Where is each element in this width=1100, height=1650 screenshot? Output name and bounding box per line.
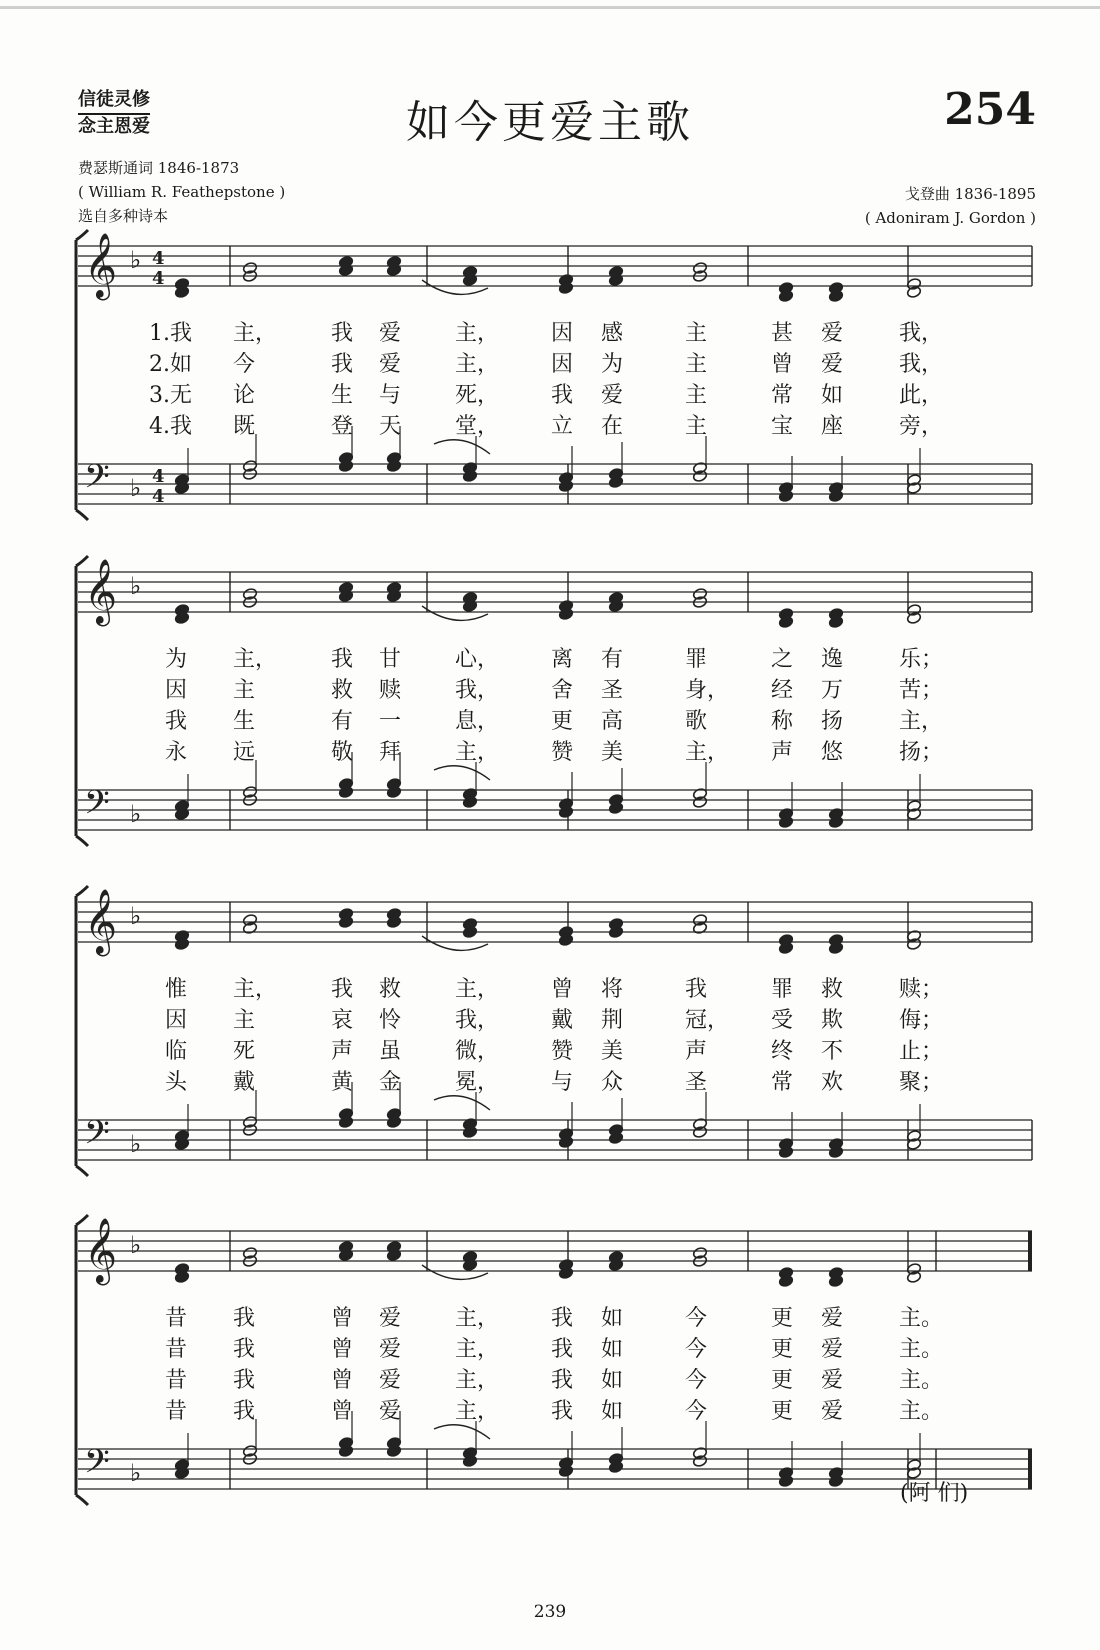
flat-key-signature-icon: ♭ [130, 1130, 142, 1158]
lyric-syllable: 赎； [899, 977, 944, 1002]
lyric-syllable: 主 [685, 321, 708, 346]
lyric-syllable: 赞 [551, 1039, 574, 1064]
lyric-syllable: 主， [685, 740, 730, 765]
lyric-syllable: 圣 [685, 1070, 708, 1095]
lyric-syllable: 救 [331, 678, 354, 703]
lyric-syllable: 旁， [899, 414, 944, 439]
lyric-syllable: 救 [379, 977, 402, 1002]
lyric-syllable: 永 [165, 740, 188, 765]
category-line-1: 信徒灵修 [78, 88, 150, 115]
lyric-syllable: 我 [551, 1306, 574, 1331]
lyric-syllable: 我 [685, 977, 708, 1002]
lyric-syllable: 如 [821, 383, 844, 408]
lyric-syllable: 扬； [899, 740, 944, 765]
lyric-syllable: 声 [331, 1039, 354, 1064]
lyric-syllable: 爱 [379, 352, 402, 377]
bass-clef-icon: 𝄢 [84, 458, 110, 504]
lyricist-en: ( William R. Feathepstone ) [78, 183, 286, 201]
lyric-syllable: 爱 [601, 383, 624, 408]
lyric-syllable: 我 [165, 709, 188, 734]
lyric-syllable: 甚 [771, 321, 794, 346]
lyric-syllable: 歌 [685, 709, 708, 734]
lyric-syllable: 戴 [551, 1008, 574, 1033]
lyric-syllable: 有 [601, 647, 624, 672]
amen-label: (阿 们) [900, 1481, 969, 1506]
lyric-syllable: 1.我 [149, 321, 192, 346]
lyric-syllable: 天 [379, 414, 402, 439]
treble-clef-icon: 𝄞 [84, 559, 118, 624]
lyric-syllable: 主， [233, 647, 278, 672]
lyric-syllable: 赞 [551, 740, 574, 765]
lyric-syllable: 昔 [165, 1399, 188, 1424]
flat-key-signature-icon: ♭ [130, 474, 142, 502]
lyric-syllable: 曾 [331, 1368, 354, 1393]
lyric-syllable: 主， [455, 1337, 500, 1362]
lyric-syllable: 止； [899, 1039, 944, 1064]
lyric-syllable: 离 [551, 647, 574, 672]
lyric-syllable: 受 [771, 1008, 794, 1033]
lyric-syllable: 我， [899, 352, 944, 377]
lyric-syllable: 登 [331, 414, 354, 439]
lyric-syllable: 如 [601, 1368, 624, 1393]
lyric-syllable: 哀 [331, 1008, 354, 1033]
lyric-syllable: 冕， [455, 1070, 500, 1095]
lyric-syllable: 今 [685, 1368, 708, 1393]
lyric-syllable: 今 [685, 1306, 708, 1331]
composer-cn: 戈登曲 1836-1895 [904, 185, 1036, 203]
lyric-syllable: 荆 [601, 1008, 624, 1033]
lyric-syllable: 我 [551, 383, 574, 408]
lyric-syllable: 2.如 [149, 352, 192, 377]
flat-key-signature-icon: ♭ [130, 1231, 142, 1259]
lyric-syllable: 如 [601, 1399, 624, 1424]
lyric-syllable: 曾 [331, 1306, 354, 1331]
lyric-syllable: 一 [379, 709, 402, 734]
scan-edge [0, 6, 1100, 9]
lyric-syllable: 主， [233, 977, 278, 1002]
lyric-syllable: 主。 [899, 1306, 944, 1331]
lyric-syllable: 乐； [899, 647, 944, 672]
lyric-syllable: 主 [685, 414, 708, 439]
lyric-syllable: 爱 [821, 1306, 844, 1331]
slur-mark [422, 606, 488, 620]
lyric-syllable: 远 [233, 740, 256, 765]
lyric-syllable: 我 [551, 1337, 574, 1362]
lyric-syllable: 逸 [821, 647, 844, 672]
composer-en: ( Adoniram J. Gordon ) [864, 209, 1036, 227]
lyric-syllable: 主。 [899, 1368, 944, 1393]
lyric-syllable: 经 [771, 678, 794, 703]
bracket-cap [76, 1166, 88, 1176]
lyric-syllable: 圣 [601, 678, 624, 703]
lyric-syllable: 声 [685, 1039, 708, 1064]
lyric-syllable: 既 [233, 414, 256, 439]
lyric-syllable: 我 [233, 1368, 256, 1393]
lyric-syllable: 悠 [821, 740, 844, 765]
lyric-syllable: 我 [233, 1306, 256, 1331]
lyric-syllable: 昔 [165, 1306, 188, 1331]
lyric-syllable: 聚； [899, 1070, 944, 1095]
lyric-syllable: 此， [899, 383, 944, 408]
lyric-syllable: 立 [551, 414, 574, 439]
lyric-syllable: 更 [771, 1368, 794, 1393]
lyric-syllable: 爱 [821, 1337, 844, 1362]
lyric-syllable: 如 [601, 1337, 624, 1362]
time-signature: 4 [152, 466, 165, 487]
flat-key-signature-icon: ♭ [130, 572, 142, 600]
lyric-syllable: 座 [821, 414, 844, 439]
lyric-syllable: 主 [685, 383, 708, 408]
lyric-syllable: 黄 [331, 1070, 354, 1095]
lyric-syllable: 曾 [771, 352, 794, 377]
lyric-syllable: 万 [821, 678, 844, 703]
lyric-syllable: 常 [771, 1070, 794, 1095]
lyric-syllable: 生 [331, 383, 354, 408]
bracket-cap [76, 1495, 88, 1505]
hymn-title: 如今更爱主歌 [406, 97, 694, 148]
lyric-syllable: 因 [551, 321, 574, 346]
lyric-syllable: 为 [165, 647, 188, 672]
lyric-syllable: 美 [601, 740, 624, 765]
lyric-syllable: 虽 [379, 1039, 402, 1064]
treble-clef-icon: 𝄞 [84, 889, 118, 954]
lyric-syllable: 今 [685, 1337, 708, 1362]
music-system [70, 222, 1038, 522]
lyric-syllable: 今 [233, 352, 256, 377]
lyric-syllable: 头 [165, 1070, 188, 1095]
lyric-syllable: 与 [379, 383, 402, 408]
lyric-syllable: 因 [165, 1008, 188, 1033]
lyric-syllable: 将 [601, 977, 624, 1002]
lyric-syllable: 主， [455, 1368, 500, 1393]
lyric-syllable: 主 [233, 1008, 256, 1033]
lyricist-cn: 费瑟斯通词 1846-1873 [78, 159, 240, 177]
lyric-syllable: 爱 [379, 321, 402, 346]
slur-mark [434, 1425, 490, 1439]
treble-clef-icon: 𝄞 [84, 233, 118, 298]
music-system [70, 548, 1038, 848]
lyric-syllable: 更 [771, 1399, 794, 1424]
lyric-syllable: 曾 [551, 977, 574, 1002]
lyric-syllable: 更 [771, 1306, 794, 1331]
lyric-syllable: 心， [455, 647, 500, 672]
bass-clef-icon: 𝄢 [84, 784, 110, 830]
lyric-syllable: 我 [331, 352, 354, 377]
lyric-syllable: 终 [771, 1039, 794, 1064]
lyric-syllable: 主， [455, 1399, 500, 1424]
lyric-syllable: 主， [455, 1306, 500, 1331]
lyric-syllable: 称 [771, 709, 794, 734]
lyric-syllable: 主。 [899, 1337, 944, 1362]
lyric-syllable: 救 [821, 977, 844, 1002]
hymn-number: 254 [944, 84, 1036, 135]
flat-key-signature-icon: ♭ [130, 1459, 142, 1487]
lyric-syllable: 爱 [821, 321, 844, 346]
flat-key-signature-icon: ♭ [130, 800, 142, 828]
lyric-syllable: 欢 [821, 1070, 844, 1095]
lyric-syllable: 高 [601, 709, 624, 734]
lyric-syllable: 主， [233, 321, 278, 346]
lyric-syllable: 冠， [685, 1008, 730, 1033]
lyric-syllable: 声 [771, 740, 794, 765]
lyric-syllable: 我 [551, 1368, 574, 1393]
lyric-syllable: 更 [771, 1337, 794, 1362]
lyric-syllable: 我， [899, 321, 944, 346]
time-signature: 4 [152, 486, 165, 507]
category-line-2: 念主恩爱 [78, 116, 150, 137]
lyric-syllable: 堂， [455, 414, 500, 439]
slur-mark [434, 1096, 490, 1110]
lyric-syllable: 爱 [821, 352, 844, 377]
lyric-syllable: 曾 [331, 1337, 354, 1362]
lyric-syllable: 息， [455, 709, 500, 734]
lyric-syllable: 微， [455, 1039, 500, 1064]
lyric-syllable: 身， [685, 678, 730, 703]
lyric-syllable: 扬 [821, 709, 844, 734]
music-system [70, 878, 1038, 1178]
lyricist-credit [78, 156, 285, 228]
lyric-syllable: 敬 [331, 740, 354, 765]
lyric-syllable: 与 [551, 1070, 574, 1095]
lyric-syllable: 死 [233, 1039, 256, 1064]
lyric-syllable: 爱 [379, 1337, 402, 1362]
lyric-syllable: 今 [685, 1399, 708, 1424]
lyric-syllable: 爱 [379, 1399, 402, 1424]
time-signature: 4 [152, 248, 165, 269]
slur-mark [434, 440, 490, 454]
lyric-syllable: 爱 [379, 1368, 402, 1393]
slur-mark [434, 766, 490, 780]
bass-clef-icon: 𝄢 [84, 1114, 110, 1160]
lyric-syllable: 曾 [331, 1399, 354, 1424]
slur-mark [422, 1265, 488, 1279]
lyric-syllable: 4.我 [149, 414, 192, 439]
lyric-syllable: 生 [233, 709, 256, 734]
slur-mark [422, 936, 488, 950]
lyric-syllable: 主， [899, 709, 944, 734]
lyric-syllable: 昔 [165, 1368, 188, 1393]
lyric-syllable: 爱 [379, 1306, 402, 1331]
bracket-cap [76, 510, 88, 520]
bass-clef-icon: 𝄢 [84, 1443, 110, 1489]
lyric-syllable: 罪 [685, 647, 708, 672]
flat-key-signature-icon: ♭ [130, 902, 142, 930]
treble-clef-icon: 𝄞 [84, 1218, 118, 1283]
lyric-syllable: 我 [233, 1399, 256, 1424]
lyric-syllable: 我， [455, 678, 500, 703]
lyric-syllable: 拜 [379, 740, 402, 765]
lyric-syllable: 欺 [821, 1008, 844, 1033]
lyric-syllable: 之 [771, 647, 794, 672]
lyric-syllable: 主， [455, 740, 500, 765]
slur-mark [422, 280, 488, 294]
lyric-syllable: 昔 [165, 1337, 188, 1362]
lyric-syllable: 不 [821, 1039, 844, 1064]
lyric-syllable: 主， [455, 977, 500, 1002]
lyric-syllable: 如 [601, 1306, 624, 1331]
lyric-syllable: 甘 [379, 647, 402, 672]
lyric-syllable: 我 [331, 647, 354, 672]
lyric-syllable: 爱 [821, 1399, 844, 1424]
lyric-syllable: 主 [233, 678, 256, 703]
lyric-syllable: 爱 [821, 1368, 844, 1393]
lyric-syllable: 我 [331, 977, 354, 1002]
lyric-syllable: 众 [601, 1070, 624, 1095]
lyric-syllable: 常 [771, 383, 794, 408]
lyric-syllable: 我 [331, 321, 354, 346]
lyric-syllable: 怜 [379, 1008, 402, 1033]
lyric-syllable: 为 [601, 352, 624, 377]
lyric-syllable: 美 [601, 1039, 624, 1064]
flat-key-signature-icon: ♭ [130, 246, 142, 274]
lyric-syllable: 侮； [899, 1008, 944, 1033]
lyric-syllable: 因 [551, 352, 574, 377]
lyric-syllable: 死， [455, 383, 500, 408]
lyric-syllable: 舍 [551, 678, 574, 703]
lyric-syllable: 更 [551, 709, 574, 734]
lyric-syllable: 主 [685, 352, 708, 377]
lyric-syllable: 临 [165, 1039, 188, 1064]
lyric-syllable: 我 [551, 1399, 574, 1424]
lyric-syllable: 主。 [899, 1399, 944, 1424]
lyric-syllable: 戴 [233, 1070, 256, 1095]
lyric-syllable: 惟 [165, 977, 188, 1002]
lyric-syllable: 主， [455, 352, 500, 377]
lyric-syllable: 在 [601, 414, 624, 439]
lyric-syllable: 金 [379, 1070, 402, 1095]
lyric-syllable: 罪 [771, 977, 794, 1002]
source-note: 选自多种诗本 [78, 207, 169, 225]
lyric-syllable: 我， [455, 1008, 500, 1033]
lyric-syllable: 宝 [771, 414, 794, 439]
bracket-cap [76, 836, 88, 846]
lyric-syllable: 因 [165, 678, 188, 703]
page-number: 239 [533, 1602, 567, 1622]
lyric-syllable: 主， [455, 321, 500, 346]
lyric-syllable: 有 [331, 709, 354, 734]
lyric-syllable: 苦； [899, 678, 944, 703]
time-signature: 4 [152, 268, 165, 289]
music-system [70, 1207, 1038, 1507]
lyric-syllable: 论 [233, 383, 256, 408]
lyric-syllable: 3.无 [149, 383, 192, 408]
lyric-syllable: 感 [601, 321, 624, 346]
lyric-syllable: 赎 [379, 678, 402, 703]
lyric-syllable: 我 [233, 1337, 256, 1362]
